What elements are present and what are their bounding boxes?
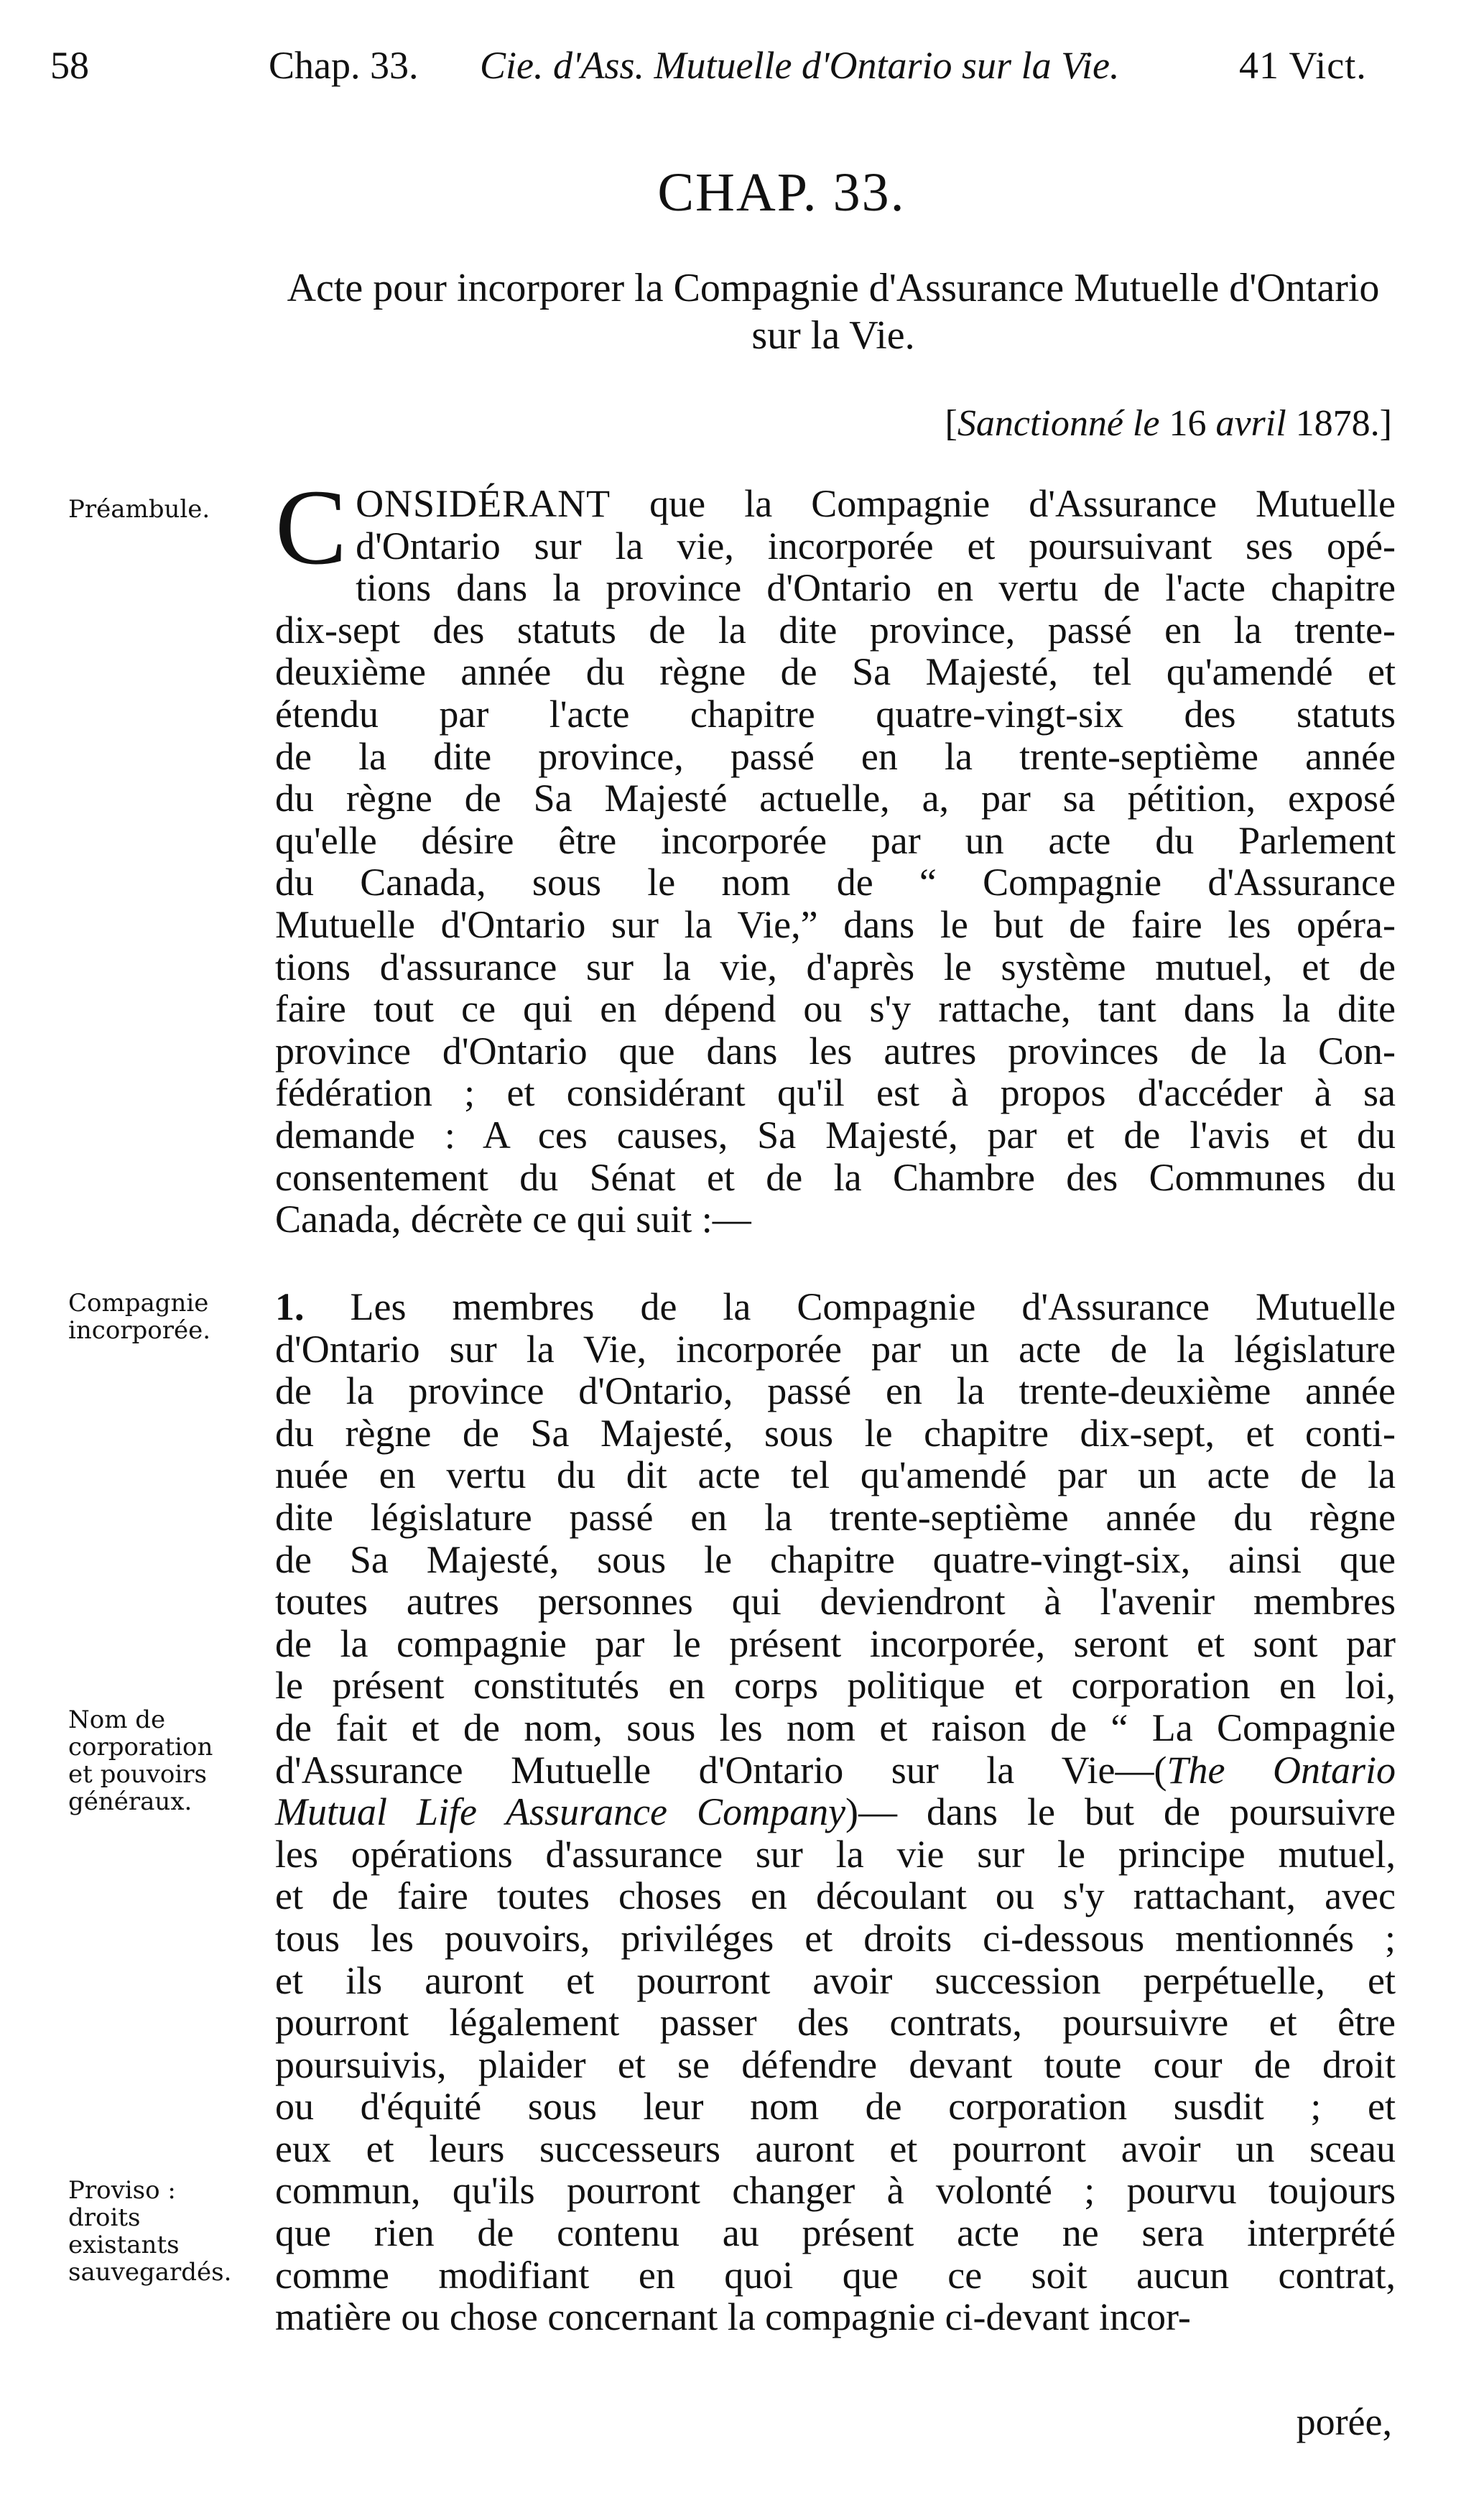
text-line: et ils auront et pourront avoir succession perpétuelle, et xyxy=(275,1958,1396,2002)
page-number: 58 xyxy=(50,44,89,87)
section-1-paragraph xyxy=(275,1286,1396,2338)
text-line: toutes autres personnes qui deviendront à l'avenir membres xyxy=(275,1580,1396,1624)
text-line: faire tout ce qui en dépend ou s'y rattache, tant dans la dite xyxy=(275,987,1396,1031)
text-line: étendu par l'acte chapitre quatre-vingt-six des statuts xyxy=(275,692,1396,736)
text-line: commun, qu'ils pourront changer à volonté ; pourvu toujours xyxy=(275,2169,1396,2213)
running-head-title: Cie. d'Ass. Mutuelle d'Ontario sur la Vie. xyxy=(480,44,1120,87)
chapter-heading: CHAP. 33. xyxy=(657,162,906,223)
margin-note-corporate-name: Nom de corporation et pouvoirs généraux. xyxy=(68,1705,213,1816)
text-line: tous les pouvoirs, priviléges et droits ci-dessous mentionnés ; xyxy=(275,1916,1396,1960)
margin-note-company-incorporated: Compagnie incorporée. xyxy=(68,1289,211,1345)
catch-word: porée, xyxy=(1296,2400,1392,2443)
text-line: les opérations d'assurance sur la vie sur le principe mutuel, xyxy=(275,1832,1396,1876)
text-line: deuxième année du règne de Sa Majesté, tel qu'amendé et xyxy=(275,650,1396,694)
sanction-close-bracket: ] xyxy=(1379,403,1392,444)
text-line: d'Ontario sur la Vie, incorporée par un acte de la législature xyxy=(275,1327,1396,1371)
text-line: de la province d'Ontario, passé en la trente-deuxième année xyxy=(275,1369,1396,1413)
text-line: dite législature passé en la trente-septième année du règne xyxy=(275,1495,1396,1539)
text-line: ou d'équité sous leur nom de corporation susdit ; et xyxy=(275,2085,1396,2129)
running-head xyxy=(50,43,1415,101)
text-line: tions d'assurance sur la vie, d'après le système mutuel, et de xyxy=(275,945,1396,989)
text-line: d'Assurance Mutuelle d'Ontario sur la Vie—(The Ontario xyxy=(275,1748,1396,1792)
text-line: consentement du Sénat et de la Chambre des Communes du xyxy=(275,1155,1396,1199)
text-line: nuée en vertu du dit acte tel qu'amendé par un acte de la xyxy=(275,1453,1396,1497)
sanction-label: Sanctionné le xyxy=(957,403,1160,444)
running-head-chapter: Chap. 33. xyxy=(269,44,419,87)
text-line: d'Ontario sur la vie, incorporée et poursuivant ses opé- xyxy=(356,524,1396,568)
text-line: Mutuelle d'Ontario sur la Vie,” dans le but de faire les opéra- xyxy=(275,902,1396,946)
text-line: pourront légalement passer des contrats, poursuivre et être xyxy=(275,2001,1396,2045)
text-line: du règne de Sa Majesté, sous le chapitre dix-sept, et conti- xyxy=(275,1411,1396,1455)
text-line: de Sa Majesté, sous le chapitre quatre-vingt-six, ainsi que xyxy=(275,1537,1396,1581)
text-line: comme modifiant en quoi que ce soit aucun contrat, xyxy=(275,2253,1396,2297)
text-line: ONSIDÉRANT que la Compagnie d'Assurance Mutuelle xyxy=(356,482,1396,525)
text-line: demande : A ces causes, Sa Majesté, par et de l'avis et du xyxy=(275,1113,1396,1157)
sanction-open-bracket: [ xyxy=(945,403,957,444)
sanction-year: 1878. xyxy=(1295,403,1380,444)
text-line: poursuivis, plaider et se défendre devant toute cour de droit xyxy=(275,2042,1396,2086)
preamble-dropcap: C xyxy=(275,468,348,587)
text-line: province d'Ontario que dans les autres provinces de la Con- xyxy=(275,1029,1396,1073)
text-line: dix-sept des statuts de la dite province, passé en la trente- xyxy=(275,608,1396,652)
text-line: fédération ; et considérant qu'il est à propos d'accéder à sa xyxy=(275,1071,1396,1115)
text-line: de fait et de nom, sous les nom et raison de “ La Compagnie xyxy=(275,1705,1396,1749)
margin-note-proviso: Proviso : droits existants sauvegardés. xyxy=(68,2176,232,2287)
text-line: de la compagnie par le présent incorporée, seront et sont par xyxy=(275,1621,1396,1665)
text-line: que rien de contenu au présent acte ne sera interprété xyxy=(275,2211,1396,2255)
text-line xyxy=(275,1286,1396,1328)
act-title: Acte pour incorporer la Compagnie d'Assurance Mutuelle d'Ontario sur la Vie. xyxy=(287,266,1380,358)
text-line: matière ou chose concernant la compagnie ci-devant incor- xyxy=(275,2295,1191,2339)
text-line: Mutual Life Assurance Company)— dans le but de poursuivre xyxy=(275,1790,1396,1834)
text-line: tions dans la province d'Ontario en vertu de l'acte chapitre xyxy=(356,566,1396,610)
text-line: du Canada, sous le nom de “ Compagnie d'Assurance xyxy=(275,861,1396,904)
running-head-regnal-year: 41 Vict. xyxy=(1239,44,1367,87)
sanction-month: avril xyxy=(1215,403,1286,444)
sanction-date xyxy=(945,402,1392,445)
text-line: Canada, décrète ce qui suit :— xyxy=(275,1198,751,1241)
text-line: et de faire toutes choses en découlant ou s'y rattachant, avec xyxy=(275,1874,1396,1918)
section-first-line: Les membres de la Compagnie d'Assurance Mutuelle xyxy=(350,1285,1396,1328)
preamble-paragraph xyxy=(275,468,1396,1241)
text-line: de la dite province, passé en la trente-septième année xyxy=(275,734,1396,778)
margin-note-preamble: Préambule. xyxy=(68,495,210,524)
text-line: le présent constitutés en corps politique et corporation en loi, xyxy=(275,1664,1396,1708)
section-number: 1. xyxy=(275,1285,305,1328)
text-line: du règne de Sa Majesté actuelle, a, par sa pétition, exposé xyxy=(275,777,1396,820)
sanction-day: 16 xyxy=(1169,403,1207,444)
text-line: qu'elle désire être incorporée par un acte du Parlement xyxy=(275,818,1396,862)
text-line: eux et leurs successeurs auront et pourront avoir un sceau xyxy=(275,2126,1396,2170)
